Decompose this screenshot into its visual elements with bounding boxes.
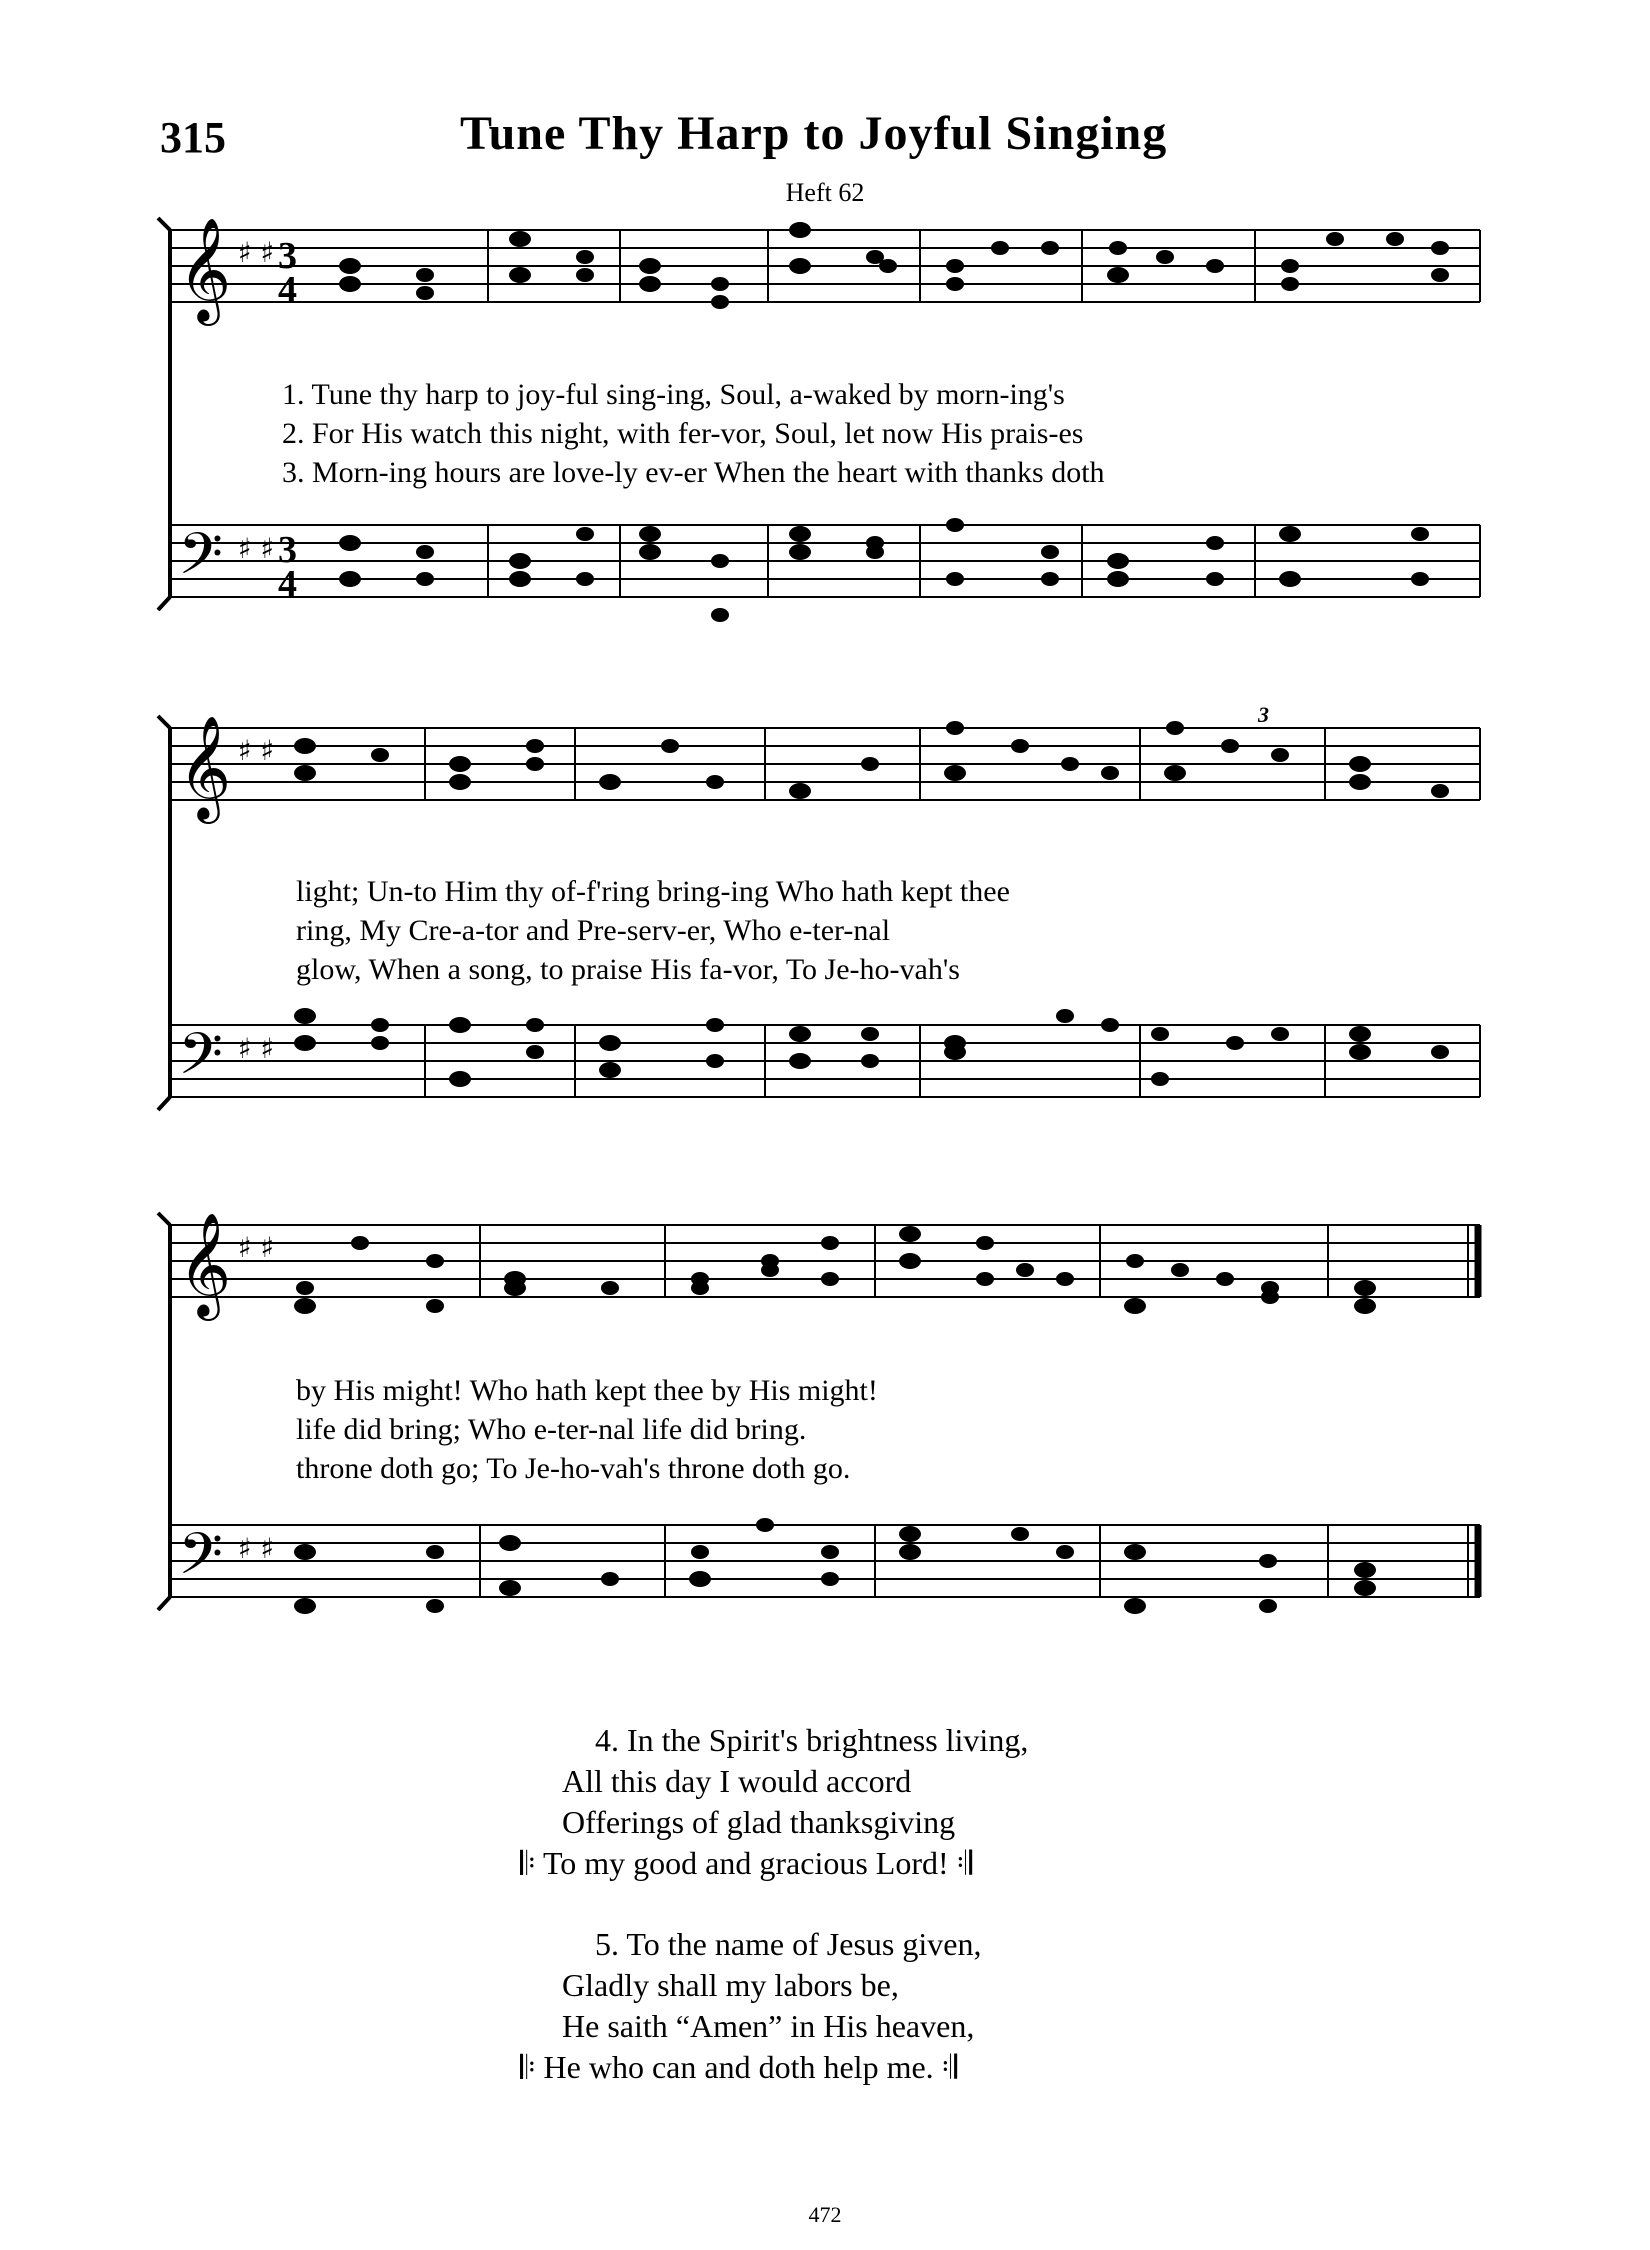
key-signature-treble: ♯ ♯: [238, 1231, 274, 1264]
treble-clef-icon: 𝄞: [178, 1212, 232, 1317]
system-brace: [158, 1213, 170, 1610]
triplet-marker: 3: [1258, 702, 1269, 727]
system-2-verse-3: glow, When a song, to praise His fa-vor, To Je-ho-vah's: [296, 953, 960, 986]
system-brace: [158, 716, 170, 1110]
system-1-verse-2: 2. For His watch this night, with fer-vor, Soul, let now His prais-es: [282, 417, 1084, 450]
stanza-line: 5. To the name of Jesus given,: [595, 1926, 982, 1962]
bass-clef-icon: 𝄢: [178, 1520, 224, 1602]
system-3-verse-3: throne doth go; To Je-ho-vah's throne doth go.: [296, 1452, 851, 1485]
tune-name: Heft 62: [785, 178, 865, 207]
hymn-number: 315: [160, 113, 226, 162]
stanza-5: [520, 1924, 1028, 2088]
stanza-line: He saith “Amen” in His heaven,: [562, 2008, 975, 2044]
system-1-verse-1: 1. Tune thy harp to joy-ful sing-ing, Soul, a-waked by morn-ing's: [282, 378, 1065, 411]
key-signature-treble: ♯ ♯: [238, 236, 274, 269]
bass-clef-icon: 𝄢: [178, 1020, 224, 1102]
final-barline: [1468, 1225, 1478, 1597]
bass-notes: [294, 1008, 1449, 1087]
stanza-line-repeat: 𝄆 He who can and doth help me. 𝄇: [520, 2049, 958, 2085]
bass-notes: [294, 1518, 1376, 1614]
page-number: 472: [808, 2202, 842, 2227]
key-signature-bass: ♯ ♯: [238, 532, 274, 565]
treble-staff: [170, 728, 1480, 800]
barlines: [480, 1225, 1328, 1597]
key-signature-bass: ♯ ♯: [238, 1032, 274, 1065]
stanza-line: Offerings of glad thanksgiving: [562, 1804, 956, 1840]
treble-notes: [294, 1226, 1376, 1314]
extra-stanzas: [520, 1720, 1028, 2128]
bass-staff: [170, 1525, 1480, 1597]
system-brace: [158, 218, 170, 610]
bass-notes: [339, 518, 1429, 622]
system-3-verse-2: life did bring; Who e-ter-nal life did bring.: [296, 1413, 807, 1446]
time-signature-bass: 3: [278, 529, 297, 571]
barlines: [488, 230, 1480, 597]
key-signature-bass: ♯ ♯: [238, 1532, 274, 1565]
stanza-line-repeat: 𝄆 To my good and gracious Lord! 𝄇: [520, 1845, 973, 1881]
treble-staff: [170, 1225, 1480, 1297]
time-signature-treble: 3: [278, 235, 297, 277]
time-signature-bass-bottom: 4: [278, 563, 297, 605]
time-signature-treble-bottom: 4: [278, 269, 297, 311]
bass-clef-icon: 𝄢: [178, 520, 224, 602]
treble-clef-icon: 𝄞: [178, 715, 232, 820]
system-2-verse-2: ring, My Cre-a-tor and Pre-serv-er, Who e-ter-nal: [296, 914, 891, 947]
music-system-3: [0, 1195, 1650, 1675]
stanza-line: 4. In the Spirit's brightness living,: [595, 1722, 1029, 1758]
stanza-line: All this day I would accord: [562, 1763, 912, 1799]
stanza-line: Gladly shall my labors be,: [562, 1967, 899, 2003]
system-1-verse-3: 3. Morn-ing hours are love-ly ev-er When the heart with thanks doth: [282, 456, 1105, 489]
stanza-4: [520, 1720, 1028, 1884]
treble-notes: [294, 721, 1449, 799]
hymn-title: Tune Thy Harp to Joyful Singing: [460, 107, 1168, 160]
treble-clef-icon: 𝄞: [178, 217, 232, 322]
system-3-verse-1: by His might! Who hath kept thee by His might!: [296, 1374, 878, 1407]
system-2-verse-1: light; Un-to Him thy of-f'ring bring-ing Who hath kept thee: [296, 875, 1010, 908]
key-signature-treble: ♯ ♯: [238, 734, 274, 767]
